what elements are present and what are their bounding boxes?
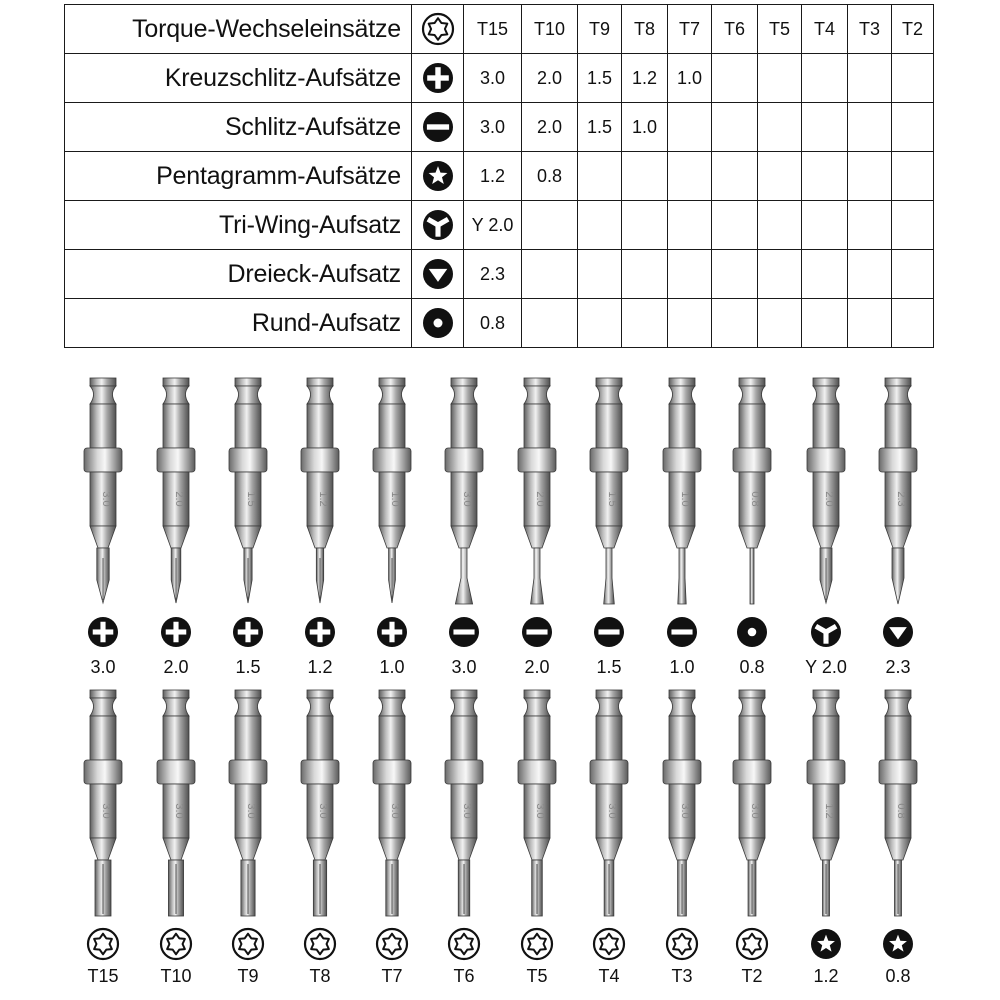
round-icon bbox=[737, 617, 767, 647]
torx-icon bbox=[522, 929, 552, 959]
bit-size-label: 1.2 bbox=[307, 657, 333, 677]
torx-icon bbox=[594, 929, 624, 959]
torx-icon bbox=[667, 929, 697, 959]
bit-engraving: 3.0 bbox=[679, 803, 691, 819]
bit-torx bbox=[590, 690, 628, 916]
bit-triangle bbox=[879, 378, 917, 604]
bit-size-label: T5 bbox=[526, 966, 548, 986]
bit-tri-wing bbox=[807, 378, 845, 603]
bit-size-label: T7 bbox=[381, 966, 403, 986]
phillips-icon bbox=[377, 617, 407, 647]
bit-phillips bbox=[84, 378, 122, 603]
size-cell: 0.8 bbox=[522, 152, 578, 201]
bit-torx bbox=[518, 690, 556, 916]
size-cell: 1.2 bbox=[622, 54, 668, 103]
bit-engraving: 0.8 bbox=[749, 491, 761, 507]
bit-slotted bbox=[445, 378, 483, 604]
bit-engraving: 2.3 bbox=[895, 491, 907, 507]
size-cell: T7 bbox=[668, 5, 712, 54]
bit-engraving: 3.0 bbox=[534, 803, 546, 819]
bit-size-label: T8 bbox=[309, 966, 331, 986]
bit-phillips bbox=[373, 378, 411, 603]
bit-size-label: 3.0 bbox=[90, 657, 116, 677]
phillips-icon bbox=[305, 617, 335, 647]
slotted-icon bbox=[522, 617, 552, 647]
size-cell: 1.5 bbox=[578, 54, 622, 103]
phillips-icon bbox=[88, 617, 118, 647]
size-cell: 1.2 bbox=[464, 152, 522, 201]
size-cell: T6 bbox=[712, 5, 758, 54]
bit-size-label: T6 bbox=[453, 966, 475, 986]
size-cell: 1.0 bbox=[668, 54, 712, 103]
bit-size-label: 1.2 bbox=[813, 966, 839, 986]
bit-size-label: 1.5 bbox=[235, 657, 261, 677]
size-cell: 2.0 bbox=[522, 103, 578, 152]
bit-engraving: 1.5 bbox=[245, 491, 257, 507]
size-cell: 3.0 bbox=[464, 103, 522, 152]
pentalobe-icon bbox=[883, 929, 913, 959]
size-cell: 3.0 bbox=[464, 54, 522, 103]
bit-engraving: 1.2 bbox=[823, 803, 835, 819]
bit-size-label: T9 bbox=[237, 966, 259, 986]
size-cell: T9 bbox=[578, 5, 622, 54]
bit-size-label: 3.0 bbox=[451, 657, 477, 677]
bit-engraving: 1.2 bbox=[317, 491, 329, 507]
bit-torx bbox=[229, 690, 267, 916]
bit-size-label: 0.8 bbox=[885, 966, 911, 986]
torx-icon bbox=[161, 929, 191, 959]
bit-slotted bbox=[590, 378, 628, 604]
bit-phillips bbox=[301, 378, 339, 603]
bit-size-label: 1.5 bbox=[596, 657, 622, 677]
bit-engraving: 3.0 bbox=[100, 803, 112, 819]
size-cell: T10 bbox=[522, 5, 578, 54]
triangle-icon bbox=[883, 617, 913, 647]
torx-icon bbox=[737, 929, 767, 959]
size-cell: 1.0 bbox=[622, 103, 668, 152]
size-cell: T15 bbox=[464, 5, 522, 54]
torx-icon bbox=[305, 929, 335, 959]
bit-torx bbox=[373, 690, 411, 916]
bit-slotted bbox=[518, 378, 556, 604]
bit-size-label: T4 bbox=[598, 966, 620, 986]
size-cell: T3 bbox=[848, 5, 892, 54]
row-label: Rund-Aufsatz bbox=[65, 299, 412, 348]
torx-icon bbox=[449, 929, 479, 959]
torx-icon bbox=[377, 929, 407, 959]
bit-engraving: 3.0 bbox=[606, 803, 618, 819]
bit-engraving: 3.0 bbox=[100, 491, 112, 507]
bit-round bbox=[733, 378, 771, 604]
bit-engraving: 1.0 bbox=[679, 491, 691, 507]
slotted-icon bbox=[667, 617, 697, 647]
row-label: Schlitz-Aufsätze bbox=[65, 103, 412, 152]
size-cell: T5 bbox=[758, 5, 802, 54]
bit-engraving: 3.0 bbox=[245, 803, 257, 819]
bit-engraving: 2.0 bbox=[173, 491, 185, 507]
bit-engraving: 0.8 bbox=[895, 803, 907, 819]
bit-engraving: 1.0 bbox=[389, 491, 401, 507]
size-cell: Y 2.0 bbox=[464, 201, 522, 250]
bit-engraving: 3.0 bbox=[749, 803, 761, 819]
bit-torx bbox=[157, 690, 195, 916]
bit-engraving: 3.0 bbox=[389, 803, 401, 819]
bit-engraving: 3.0 bbox=[317, 803, 329, 819]
size-cell: 2.0 bbox=[522, 54, 578, 103]
size-cell: T8 bbox=[622, 5, 668, 54]
row-label: Pentagramm-Aufsätze bbox=[65, 152, 412, 201]
row-label: Kreuzschlitz-Aufsätze bbox=[65, 54, 412, 103]
size-cell: 1.5 bbox=[578, 103, 622, 152]
bit-size-label: 1.0 bbox=[669, 657, 695, 677]
bit-size-label: Y 2.0 bbox=[805, 657, 847, 677]
bit-engraving: 2.0 bbox=[534, 491, 546, 507]
bit-torx bbox=[301, 690, 339, 916]
torx-icon bbox=[88, 929, 118, 959]
bit-torx bbox=[733, 690, 771, 916]
bit-size-label: 0.8 bbox=[739, 657, 765, 677]
bit-torx bbox=[445, 690, 483, 916]
pentalobe-icon bbox=[811, 929, 841, 959]
tri-wing-icon bbox=[811, 617, 841, 647]
bit-size-label: T10 bbox=[160, 966, 192, 986]
size-cell: 0.8 bbox=[464, 299, 522, 348]
bit-pentalobe bbox=[807, 690, 845, 916]
bit-size-label: 2.0 bbox=[524, 657, 550, 677]
slotted-icon bbox=[594, 617, 624, 647]
bit-size-label: T3 bbox=[671, 966, 693, 986]
bit-size-label: 2.3 bbox=[885, 657, 911, 677]
bit-size-label: 1.0 bbox=[379, 657, 405, 677]
row-label: Dreieck-Aufsatz bbox=[65, 250, 412, 299]
phillips-icon bbox=[233, 617, 263, 647]
bit-engraving: 3.0 bbox=[173, 803, 185, 819]
bit-engraving: 2.0 bbox=[823, 491, 835, 507]
bit-torx bbox=[84, 690, 122, 916]
size-cell: T4 bbox=[802, 5, 848, 54]
torx-icon bbox=[233, 929, 263, 959]
bit-pentalobe bbox=[879, 690, 917, 916]
bit-phillips bbox=[157, 378, 195, 603]
slotted-icon bbox=[449, 617, 479, 647]
bit-engraving: 1.5 bbox=[606, 491, 618, 507]
size-cell: T2 bbox=[892, 5, 934, 54]
bit-slotted bbox=[663, 378, 701, 604]
bit-size-label: T2 bbox=[741, 966, 763, 986]
bit-torx bbox=[663, 690, 701, 916]
bit-size-label: T15 bbox=[87, 966, 119, 986]
phillips-icon bbox=[161, 617, 191, 647]
bit-phillips bbox=[229, 378, 267, 603]
bit-engraving: 3.0 bbox=[461, 803, 473, 819]
bit-engraving: 3.0 bbox=[461, 491, 473, 507]
bit-size-label: 2.0 bbox=[163, 657, 189, 677]
size-cell: 2.3 bbox=[464, 250, 522, 299]
row-label: Tri-Wing-Aufsatz bbox=[65, 201, 412, 250]
row-label: Torque-Wechseleinsätze bbox=[65, 5, 412, 54]
